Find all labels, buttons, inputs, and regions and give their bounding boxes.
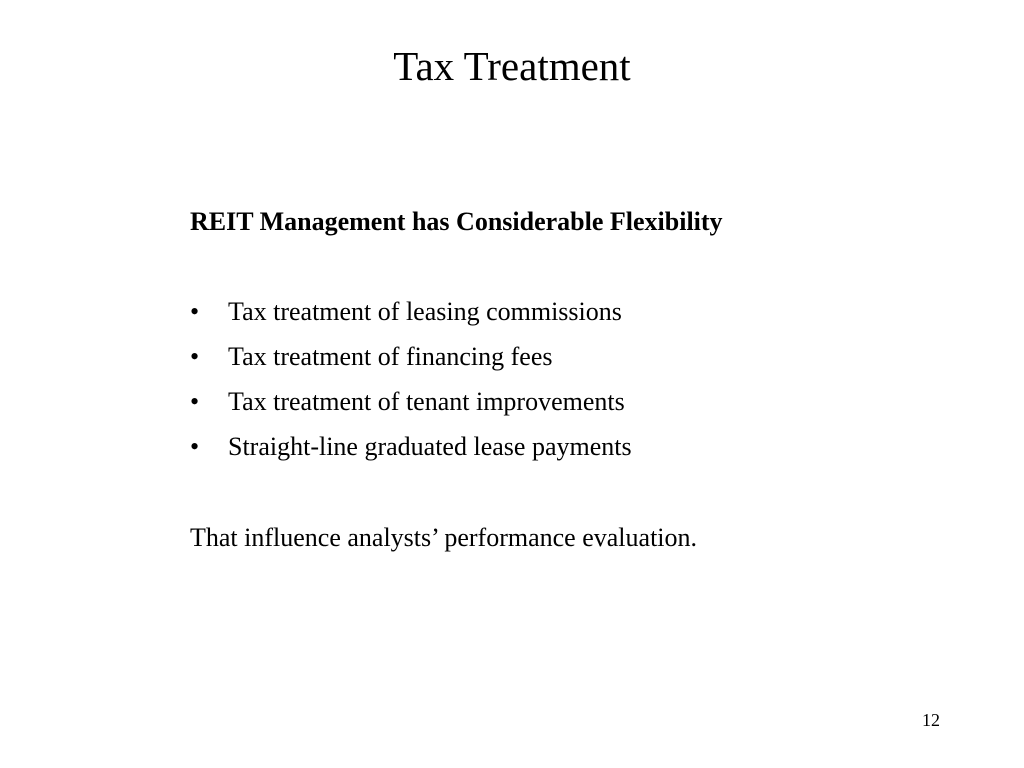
slide-subheading: REIT Management has Considerable Flexibility — [190, 207, 723, 236]
bullet-icon: • — [190, 432, 200, 461]
bullet-text: Tax treatment of tenant improvements — [228, 387, 625, 416]
bullet-text: Tax treatment of leasing commissions — [228, 297, 622, 326]
bullet-icon: • — [190, 297, 200, 326]
closing-statement: That influence analysts’ performance evaluation. — [190, 523, 698, 552]
slide-title: Tax Treatment — [393, 43, 631, 89]
page-number: 12 — [922, 710, 940, 730]
bullet-text: Straight-line graduated lease payments — [228, 432, 632, 461]
bullet-icon: • — [190, 342, 200, 371]
bullet-icon: • — [190, 387, 200, 416]
bullet-text: Tax treatment of financing fees — [228, 342, 553, 371]
